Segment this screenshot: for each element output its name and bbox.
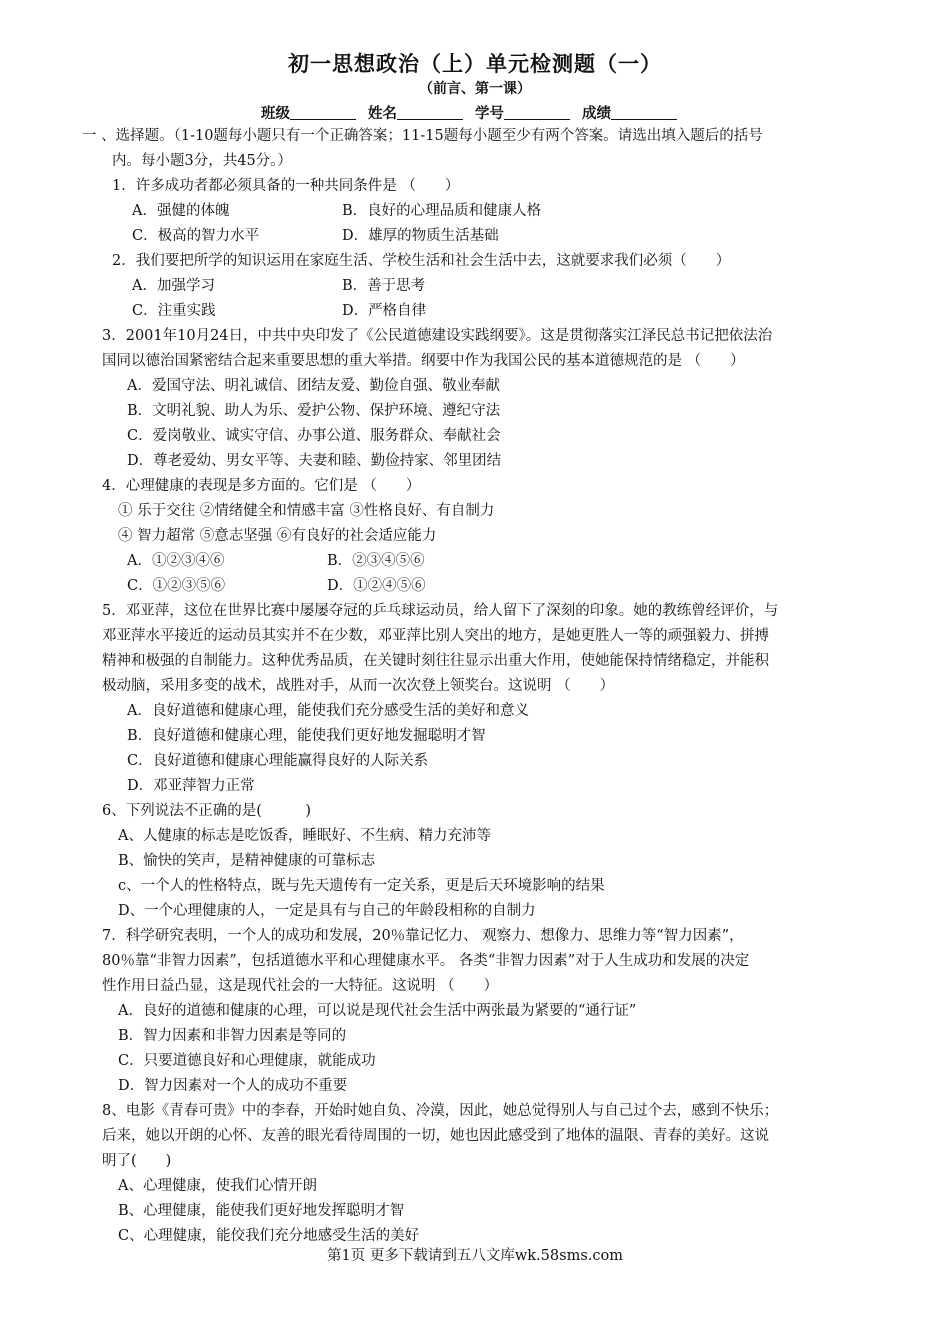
page-footer: 第1页 更多下载请到五八文库wk.58sms.com (327, 1248, 623, 1264)
q4-option-a: A．①②③④⑥ (127, 553, 225, 569)
q8-option-b: B、心理健康，能使我们更好地发挥聪明才智 (118, 1203, 405, 1219)
number-blank (504, 105, 570, 120)
q1-option-d: D．雄厚的物质生活基础 (342, 228, 499, 244)
q4-option-c: C．①②③⑤⑥ (127, 578, 226, 594)
q4-option-d: D．①②④⑤⑥ (327, 578, 426, 594)
q1-option-b: B．良好的心理品质和健康人格 (342, 203, 542, 219)
q5-option-c: C．良好道德和健康心理能赢得良好的人际关系 (127, 753, 429, 769)
question-5-cont-1: 邓亚萍水平接近的运动员其实并不在少数，邓亚萍比别人突出的地方，是她更胜人一等的顽强毅力、拼搏 (102, 628, 769, 644)
question-6: 6、下列说法不正确的是( ) (102, 803, 312, 819)
q5-option-b: B．良好道德和健康心理，能使我们更好地发掘聪明才智 (127, 728, 486, 744)
class-label: 班级 (261, 106, 290, 122)
q4-items-2: ④ 智力超常 ⑤意志坚强 ⑥有良好的社会适应能力 (118, 528, 437, 544)
question-2: 2．我们要把所学的知识运用在家庭生活、学校生活和社会生活中去，这就要求我们必须（ ） (112, 253, 731, 269)
question-5-cont-2: 精神和极强的自制能力。这种优秀品质，在关键时刻往往显示出重大作用，使她能保持情绪稳定，并能积 (102, 653, 769, 669)
question-7: 7．科学研究表明，一个人的成功和发展，20％靠记忆力、 观察力、想像力、思维力等“智力因素”， (102, 928, 744, 944)
q4-items-1: ① 乐于交往 ②情绪健全和情感丰富 ③性格良好、有自制力 (118, 503, 495, 519)
q6-option-c: c、一个人的性格特点，既与先天遗传有一定关系，更是后天环境影响的结果 (118, 878, 605, 894)
q8-option-c: C、心理健康，能佼我们充分地感受生活的美好 (118, 1228, 420, 1244)
question-8-cont-1: 后来，她以开朗的心怀、友善的眼光看待周围的一切，她也因此感受到了地体的温限、青春的美好。这说 (102, 1128, 769, 1144)
q6-option-b: B、愉快的笑声，是精神健康的可靠标志 (118, 853, 376, 869)
q6-option-a: A、人健康的标志是吃饭香，睡眠好、不生病、精力充沛等 (118, 828, 491, 844)
q3-option-a: A．爱国守法、明礼诚信、团结友爱、勤俭自强、敬业奉献 (127, 378, 500, 394)
q6-option-d: D、一个心理健康的人，一定是具有与自己的年龄段相称的自制力 (118, 903, 536, 919)
q4-option-b: B．②③④⑤⑥ (327, 553, 425, 569)
question-4: 4．心理健康的表现是多方面的。它们是 （ ） (102, 478, 421, 494)
question-3-cont: 国同以德治国紧密结合起来重要思想的重大举措。纲要中作为我国公民的基本道德规范的是 （ ） (102, 353, 745, 369)
q1-option-a: A．强健的体魄 (132, 203, 230, 219)
score-label: 成绩 (582, 106, 611, 122)
question-8-cont-2: 明了( ) (102, 1153, 172, 1169)
q2-option-a: A．加强学习 (132, 278, 215, 294)
q2-option-b: B．善于思考 (342, 278, 426, 294)
q3-option-c: C．爱岗敬业、诚实守信、办事公道、服务群众、奉献社会 (127, 428, 501, 444)
question-7-cont-2: 性作用日益凸显，这是现代社会的一大特征。这说明 （ ） (102, 978, 499, 994)
name-blank (397, 105, 463, 120)
q1-option-c: C．极高的智力水平 (132, 228, 260, 244)
question-5-cont-3: 极动脑，采用多变的战术，战胜对手，从而一次次登上领奖台。这说明 （ ） (102, 678, 615, 694)
q7-option-b: B．智力因素和非智力因素是等同的 (118, 1028, 347, 1044)
page-subtitle: （前言、第一课） (419, 81, 531, 97)
section-heading: 一 、选择题。（1-10题每小题只有一个正确答案；11-15题每小题至少有两个答案。请选出填入题后的括号 (82, 128, 763, 144)
question-5: 5．邓亚萍，这位在世界比赛中屡屡夺冠的乒乓球运动员，给人留下了深刻的印象。她的教练曾经评价，与 (102, 603, 779, 619)
q7-option-a: A．良好的道德和健康的心理，可以说是现代社会生活中两张最为紧要的“通行证” (118, 1003, 637, 1019)
student-info-line (0, 102, 950, 123)
question-8: 8、电影《青春可贵》中的李春，开始时她自负、冷漠，因此，她总觉得别人与自己过个去，感到不快乐； (102, 1103, 779, 1119)
question-7-cont-1: 80％靠“非智力因素”，包括道德水平和心理健康水平。 各类“非智力因素”对于人生成功和发展的决定 (102, 953, 750, 969)
name-label: 姓名 (368, 106, 397, 122)
number-label: 学号 (475, 106, 504, 122)
q2-option-d: D．严格自律 (342, 303, 427, 319)
q3-option-d: D．尊老爱幼、男女平等、夫妻和睦、勤俭持家、邻里团结 (127, 453, 502, 469)
q7-option-d: D．智力因素对一个人的成功不重要 (118, 1078, 348, 1094)
q5-option-a: A．良好道德和健康心理，能使我们充分感受生活的美好和意义 (127, 703, 529, 719)
page-title: 初一思想政治（上）单元检测题（一） (288, 52, 662, 76)
question-1: 1．许多成功者都必须具备的一种共同条件是 （ ） (112, 178, 460, 194)
section-heading-cont: 内。每小题3分，共45分。） (112, 153, 292, 169)
q7-option-c: C．只要道德良好和心理健康，就能成功 (118, 1053, 376, 1069)
q2-option-c: C．注重实践 (132, 303, 216, 319)
q8-option-a: A、心理健康，使我们心情开朗 (118, 1178, 317, 1194)
score-blank (611, 105, 677, 120)
question-3: 3．2001年10月24日，中共中央印发了《公民道德建设实践纲要》。这是贯彻落实江泽民总书记把依法治 (102, 328, 773, 344)
q5-option-d: D．邓亚萍智力正常 (127, 778, 255, 794)
q3-option-b: B．文明礼貌、助人为乐、爱护公物、保护环境、遵纪守法 (127, 403, 501, 419)
class-blank (290, 105, 356, 120)
